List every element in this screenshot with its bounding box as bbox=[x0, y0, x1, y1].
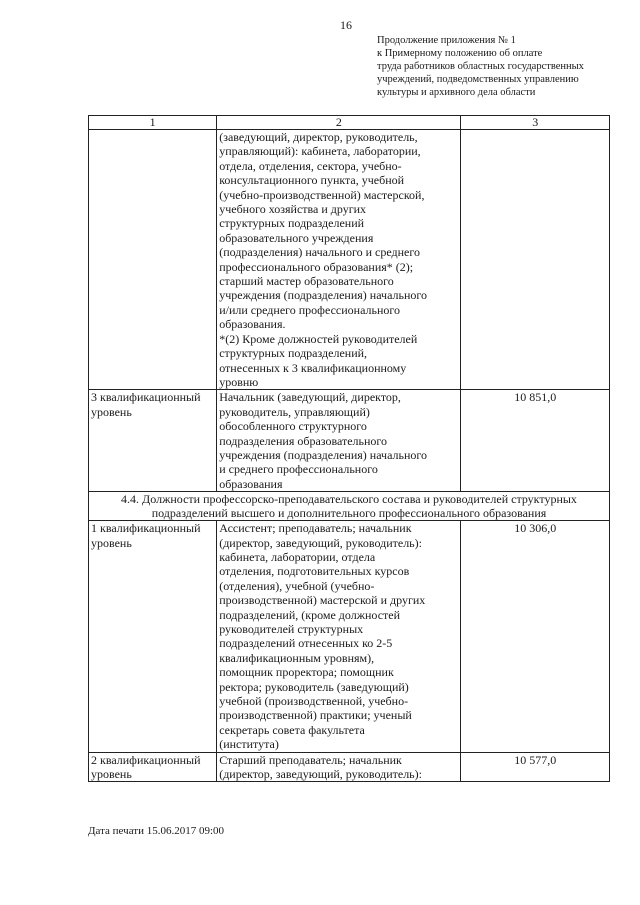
position-text-line: и/или среднего профессионального bbox=[219, 302, 401, 317]
qualification-level-cell: 2 квалификационный уровень bbox=[89, 752, 217, 782]
position-text-line: *(2) Кроме должностей руководителей bbox=[219, 331, 418, 346]
section-heading-row bbox=[89, 492, 610, 521]
position-text-line: производственной) практики; ученый bbox=[219, 708, 412, 723]
position-text-line: производственной) мастерской и других bbox=[219, 593, 426, 608]
position-text-line: образования. bbox=[219, 317, 286, 332]
position-text-line: обособленного структурного bbox=[219, 419, 367, 434]
appendix-header-line: учреждений, подведомственных управлению bbox=[377, 74, 579, 85]
position-text-line: консультационного пункта, учебной bbox=[219, 173, 405, 188]
position-text-line: (отделения), учебной (учебно- bbox=[219, 578, 375, 593]
position-text-line: подразделений отнесенных ко 2-5 bbox=[219, 636, 393, 651]
qualification-level-cell: 1 квалификационный уровень bbox=[89, 521, 217, 753]
position-text-line: (учебно-производственной) мастерской, bbox=[219, 187, 425, 202]
position-text-line: образовательного учреждения bbox=[219, 230, 374, 245]
position-text-line: образования bbox=[219, 476, 283, 491]
salary-cell: 10 306,0 bbox=[461, 521, 610, 753]
position-text-line: (подразделения) начального и среднего bbox=[219, 245, 420, 260]
position-text-line: подразделения образовательного bbox=[219, 433, 388, 448]
positions-cell bbox=[217, 521, 461, 753]
position-text-line: Старший преподаватель; начальник bbox=[219, 752, 402, 767]
position-text-line: (директор, заведующий, руководитель): bbox=[219, 535, 422, 550]
table-row-level-2 bbox=[89, 752, 610, 782]
position-text-line: учебного хозяйства и других bbox=[219, 202, 367, 217]
position-text-line: ректора; руководитель (заведующий) bbox=[219, 679, 409, 694]
position-text-line: отделения, подготовительных курсов bbox=[219, 564, 410, 579]
positions-cell bbox=[217, 390, 461, 492]
position-text-line: Ассистент; преподаватель; начальник bbox=[219, 521, 412, 536]
positions-cell bbox=[217, 752, 461, 782]
appendix-header-line: Продолжение приложения № 1 bbox=[377, 35, 516, 46]
column-header-2: 2 bbox=[217, 116, 461, 130]
position-text-line: структурных подразделений bbox=[219, 216, 365, 231]
appendix-header-line: к Примерному положению об оплате bbox=[377, 48, 543, 59]
salary-cell bbox=[461, 130, 610, 390]
appendix-header-line: труда работников областных государственных bbox=[377, 61, 584, 72]
position-text-line: помощник проректора; помощник bbox=[219, 665, 394, 680]
table-row-level-3 bbox=[89, 390, 610, 492]
page-number: 16 bbox=[340, 18, 352, 32]
position-text-line: и среднего профессионального bbox=[219, 462, 378, 477]
position-text-line: кабинета, лаборатории, отдела bbox=[219, 549, 376, 564]
position-text-line: учреждения (подразделения) начального bbox=[219, 447, 428, 462]
position-text-line: подразделений, (кроме должностей bbox=[219, 607, 401, 622]
appendix-header bbox=[377, 34, 627, 99]
position-text-line: отдела, отделения, сектора, учебно- bbox=[219, 158, 402, 173]
position-text-line: старший мастер образовательного bbox=[219, 274, 394, 289]
position-text-line: квалификационным уровням), bbox=[219, 650, 375, 665]
salary-cell: 10 851,0 bbox=[461, 390, 610, 492]
salary-cell: 10 577,0 bbox=[461, 752, 610, 782]
position-text-line: профессионального образования* (2); bbox=[219, 259, 414, 274]
position-text-line: отнесенных к 3 квалификационному bbox=[219, 360, 407, 375]
print-date: Дата печати 15.06.2017 09:00 bbox=[88, 825, 225, 837]
qualification-level-cell bbox=[89, 130, 217, 390]
position-text-line: учебной (производственной, учебно- bbox=[219, 694, 409, 709]
position-text-line: уровню bbox=[219, 374, 259, 389]
table-header-row bbox=[89, 116, 610, 130]
position-text-line: (института) bbox=[219, 737, 279, 752]
table-row-level-1 bbox=[89, 521, 610, 753]
qualification-level-cell: 3 квалификационный уровень bbox=[89, 390, 217, 492]
position-text-line: Начальник (заведующий, директор, bbox=[219, 390, 401, 405]
appendix-header-line: культуры и архивного дела области bbox=[377, 87, 536, 98]
position-text-line: руководителей структурных bbox=[219, 622, 364, 636]
positions-cell bbox=[217, 130, 461, 390]
column-header-1: 1 bbox=[89, 116, 217, 130]
position-text-line: секретарь совета факультета bbox=[219, 722, 365, 737]
column-header-3: 3 bbox=[461, 116, 610, 130]
position-text-line: (заведующий, директор, руководитель, bbox=[219, 130, 418, 144]
position-text-line: структурных подразделений, bbox=[219, 346, 368, 361]
position-text-line: учреждения (подразделения) начального bbox=[219, 288, 428, 303]
section-heading: 4.4. Должности профессорско-преподавательского состава и руководителей структурных подразделений высшего и дополнительного профессионального образования bbox=[89, 492, 610, 521]
position-text-line: (директор, заведующий, руководитель): bbox=[219, 767, 422, 782]
position-text-line: управляющий): кабинета, лаборатории, bbox=[219, 144, 421, 159]
salary-table bbox=[88, 115, 610, 782]
position-text-line: руководитель, управляющий) bbox=[219, 404, 370, 419]
table-row-continuation bbox=[89, 130, 610, 390]
